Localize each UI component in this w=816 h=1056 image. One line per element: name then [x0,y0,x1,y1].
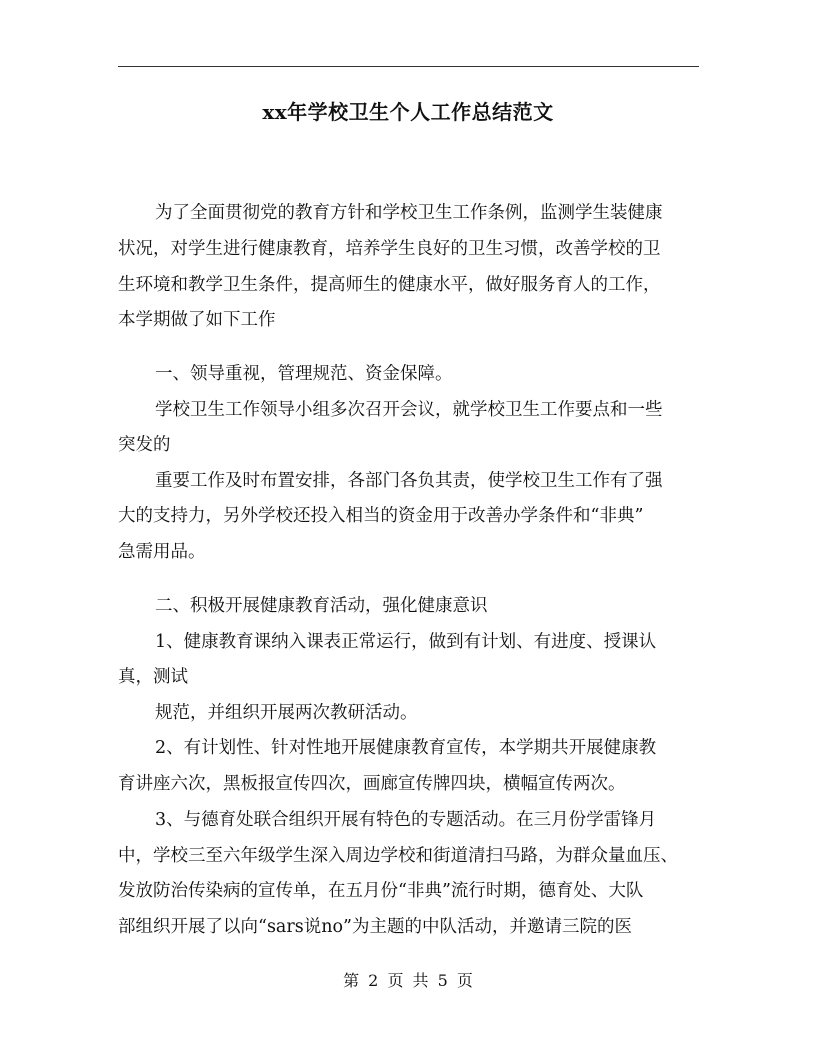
header-rule [118,66,699,67]
paragraph-line: 发放防治传染病的宣传单，在五月份“非典”流行时期，德育处、大队 [118,881,644,901]
document-title: xx年学校卫生个人工作总结范文 [262,100,554,124]
paragraph-line: 育讲座六次，黑板报宣传四次，画廊宣传牌四块，横幅宣传两次。 [118,774,626,794]
paragraph-line: 3、与德育处联合组织开展有特色的专题活动。在三月份学雷锋月 [155,810,657,830]
paragraph-line: 真，测试 [118,667,188,687]
paragraph-line: 生环境和教学卫生条件，提高师生的健康水平，做好服务育人的工作， [118,275,661,295]
paragraph-line: 大的支持力，另外学校还投入相当的资金用于改善办学条件和“非典” [118,506,644,526]
paragraph-line: 急需用品。 [118,542,206,562]
paragraph-line: 2、有计划性、针对性地开展健康教育宣传，本学期共开展健康教 [155,738,657,758]
page-footer: 第 2 页 共 5 页 [343,971,473,990]
paragraph-line: 为了全面贯彻党的教育方针和学校卫生工作条例，监测学生装健康 [155,203,663,223]
section-heading: 一、领导重视，管理规范、资金保障。 [155,364,453,384]
section-heading: 二、积极开展健康教育活动，强化健康意识 [155,596,488,616]
paragraph-line: 突发的 [118,435,171,455]
paragraph-line: 1、健康教育课纳入课表正常运行，做到有计划、有进度、授课认 [155,632,657,652]
paragraph-line: 学校卫生工作领导小组多次召开会议，就学校卫生工作要点和一些 [155,400,663,420]
paragraph-line: 重要工作及时布置安排，各部门各负其责，使学校卫生工作有了强 [155,471,663,491]
paragraph-line: 状况，对学生进行健康教育，培养学生良好的卫生习惯，改善学校的卫 [118,239,661,259]
paragraph-line: 中，学校三至六年级学生深入周边学校和街道清扫马路，为群众量血压、 [118,846,678,866]
paragraph-line: 规范，并组织开展两次教研活动。 [155,703,418,723]
paragraph-line: 本学期做了如下工作 [118,310,276,330]
paragraph-line: 部组织开展了以向“sars说no”为主题的中队活动，并邀请三院的医 [118,917,632,937]
